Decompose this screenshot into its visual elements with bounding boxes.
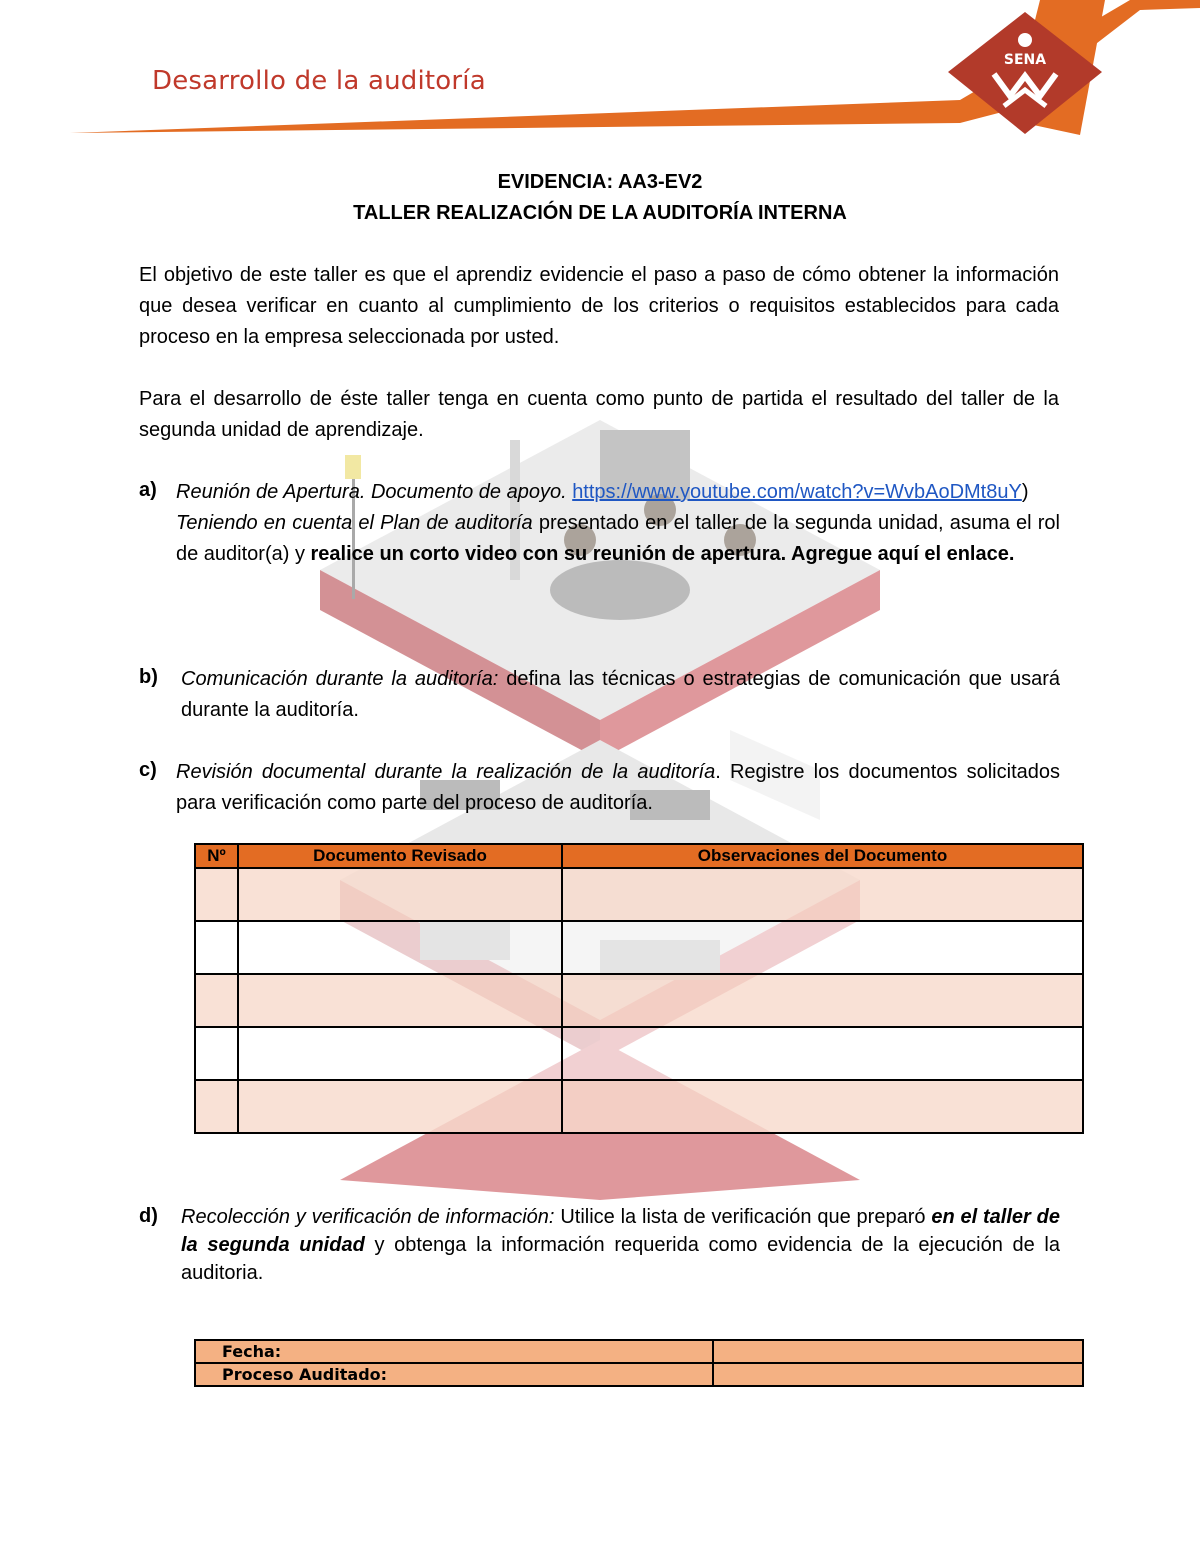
item-a-link-close: ) bbox=[1021, 481, 1029, 503]
evidence-code: EVIDENCIA: AA3-EV2 bbox=[497, 171, 703, 193]
item-a-letter: a) bbox=[139, 479, 157, 501]
document-cell[interactable] bbox=[238, 1080, 562, 1133]
table-row bbox=[195, 868, 1083, 921]
item-a-block bbox=[176, 477, 1060, 570]
sena-logo bbox=[946, 10, 1104, 135]
row-number-cell[interactable] bbox=[195, 1080, 238, 1133]
document-cell[interactable] bbox=[238, 1027, 562, 1080]
workshop-title: TALLER REALIZACIÓN DE LA AUDITORÍA INTERNA bbox=[353, 202, 847, 224]
item-d-desc-bold: en el taller de la segunda unidad bbox=[181, 1206, 1060, 1256]
table-row bbox=[195, 1027, 1083, 1080]
fecha-value-cell[interactable] bbox=[713, 1340, 1083, 1363]
audit-info-table bbox=[194, 1339, 1084, 1387]
header-observaciones: Observaciones del Documento bbox=[562, 844, 1083, 868]
document-cell[interactable] bbox=[238, 921, 562, 974]
row-number-cell[interactable] bbox=[195, 1027, 238, 1080]
item-a-link[interactable]: https://www.youtube.com/watch?v=WvbAoDMt8uY bbox=[572, 481, 1022, 503]
documents-table bbox=[194, 843, 1084, 1134]
item-b-block bbox=[181, 664, 1060, 726]
intro-paragraph-1: El objetivo de este taller es que el aprendiz evidencie el paso a paso de cómo obtener la información que desea verificar en cuanto al cumplimiento de los criterios o requisitos establecidos para cada proceso en la empresa seleccionada por usted. bbox=[139, 264, 1059, 348]
item-a-desc-bold: realice un corto video con su reunión de apertura. Agregue aquí el enlace. bbox=[310, 543, 1015, 565]
fecha-row bbox=[195, 1340, 1083, 1363]
item-d-block bbox=[181, 1203, 1060, 1287]
svg-text:SENA: SENA bbox=[1003, 52, 1047, 68]
document-cell[interactable] bbox=[238, 868, 562, 921]
documents-table-header bbox=[195, 844, 1083, 868]
item-a-desc-italic: Teniendo en cuenta el Plan de auditoría bbox=[176, 512, 533, 534]
item-c-letter: c) bbox=[139, 759, 157, 781]
item-c-desc: . Registre los documentos solicitados para verificación como parte del proceso de auditoría. bbox=[176, 761, 1060, 814]
item-a-topic: Reunión de Apertura. Documento de apoyo. bbox=[176, 481, 567, 503]
row-number-cell[interactable] bbox=[195, 974, 238, 1027]
row-number-cell[interactable] bbox=[195, 921, 238, 974]
table-row bbox=[195, 1080, 1083, 1133]
item-c-block bbox=[176, 757, 1060, 819]
item-d-desc-1: Utilice la lista de verificación que preparó bbox=[554, 1206, 932, 1228]
item-b-desc: defina las técnicas o estrategias de comunicación que usará durante la auditoría. bbox=[181, 668, 1060, 721]
header-documento-revisado: Documento Revisado bbox=[238, 844, 562, 868]
item-d-desc-2: y obtenga la información requerida como evidencia de la ejecución de la auditoria. bbox=[181, 1234, 1060, 1284]
row-number-cell[interactable] bbox=[195, 868, 238, 921]
proceso-row bbox=[195, 1363, 1083, 1386]
observations-cell[interactable] bbox=[562, 1027, 1083, 1080]
item-b-topic: Comunicación durante la auditoría: bbox=[181, 668, 499, 690]
header-numero: Nº bbox=[195, 844, 238, 868]
item-a-desc-plain: presentado en el taller de la segunda unidad, asuma el rol de auditor(a) y bbox=[176, 512, 1060, 565]
observations-cell[interactable] bbox=[562, 921, 1083, 974]
intro-paragraph-2: Para el desarrollo de éste taller tenga en cuenta como punto de partida el resultado del taller de la segunda unidad de aprendizaje. bbox=[139, 388, 1059, 441]
item-c-topic: Revisión documental durante la realización de la auditoría bbox=[176, 761, 716, 783]
observations-cell[interactable] bbox=[562, 974, 1083, 1027]
observations-cell[interactable] bbox=[562, 868, 1083, 921]
observations-cell[interactable] bbox=[562, 1080, 1083, 1133]
item-d-letter: d) bbox=[139, 1205, 158, 1227]
header-title: Desarrollo de la auditoría bbox=[152, 66, 486, 96]
table-row bbox=[195, 974, 1083, 1027]
item-b-letter: b) bbox=[139, 666, 158, 688]
item-d-topic: Recolección y verificación de información: bbox=[181, 1206, 555, 1228]
document-cell[interactable] bbox=[238, 974, 562, 1027]
proceso-auditado-label: Proceso Auditado: bbox=[195, 1363, 713, 1386]
proceso-auditado-value-cell[interactable] bbox=[713, 1363, 1083, 1386]
fecha-label: Fecha: bbox=[195, 1340, 713, 1363]
table-row bbox=[195, 921, 1083, 974]
